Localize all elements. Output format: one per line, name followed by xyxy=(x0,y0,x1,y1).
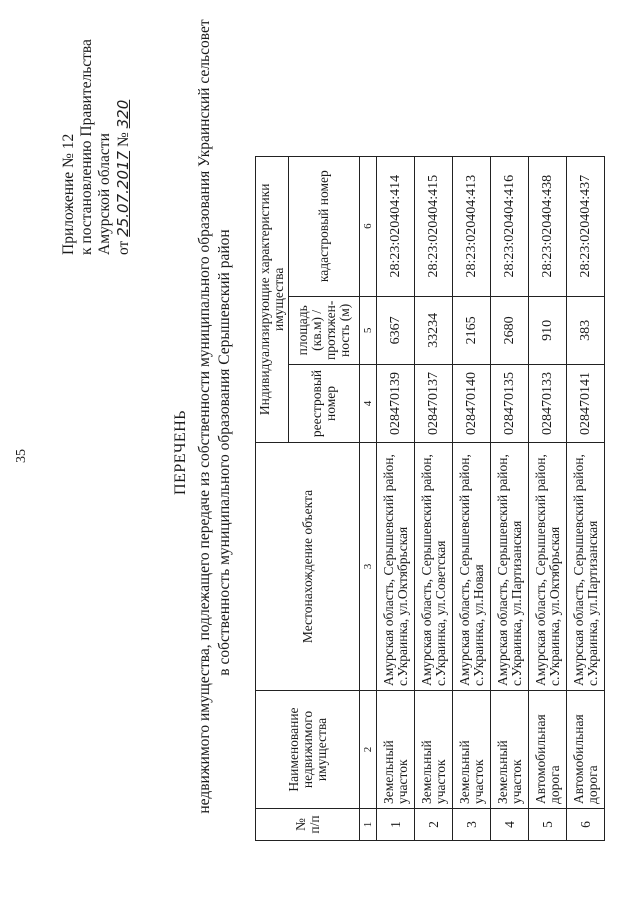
header-reg-number: реестровый номер xyxy=(289,365,360,443)
appendix-block xyxy=(60,15,133,255)
cadastral-number: 28:23:020404:437 xyxy=(567,156,605,296)
document-subtitle-line-1: недвижимого имущества, подлежащего передаче из собственности муниципального образования Украинский сельсовет xyxy=(196,19,213,814)
number-prefix: № xyxy=(115,132,132,148)
column-number: 2 xyxy=(360,691,377,809)
handwritten-date: 25.07.2017 xyxy=(114,150,132,237)
cadastral-number: 28:23:020404:414 xyxy=(377,156,415,296)
header-characteristics: Индивидуализирующие характеристики имущества xyxy=(256,156,289,442)
property-name: Земельный участок xyxy=(491,691,529,809)
property-name: Земельный участок xyxy=(453,691,491,809)
property-name: Автомобильная дорога xyxy=(529,691,567,809)
registry-number: 028470139 xyxy=(377,365,415,443)
column-number: 6 xyxy=(360,156,377,296)
header-location: Местонахождение объекта xyxy=(256,443,360,691)
row-number: 4 xyxy=(491,809,529,841)
property-location: Амурская область, Серышевский район, с.Украинка, ул.Новая xyxy=(453,443,491,691)
table-row xyxy=(415,156,453,840)
table-row xyxy=(453,156,491,840)
row-number: 1 xyxy=(377,809,415,841)
property-location: Амурская область, Серышевский район, с.Украинка, ул.Партизанская xyxy=(491,443,529,691)
header-num: № п/п xyxy=(256,809,360,841)
registry-number: 028470141 xyxy=(567,365,605,443)
property-name: Земельный участок xyxy=(415,691,453,809)
row-number: 6 xyxy=(567,809,605,841)
property-location: Амурская область, Серышевский район, с.Украинка, ул.Октябрьская xyxy=(377,443,415,691)
date-prefix: от xyxy=(115,240,132,255)
row-number: 3 xyxy=(453,809,491,841)
appendix-date-line xyxy=(114,15,133,255)
registry-number: 028470137 xyxy=(415,365,453,443)
property-area: 2680 xyxy=(491,296,529,364)
table-row xyxy=(491,156,529,840)
row-number: 2 xyxy=(415,809,453,841)
property-name: Автомобильная дорога xyxy=(567,691,605,809)
registry-number: 028470133 xyxy=(529,365,567,443)
page-number: 35 xyxy=(14,449,29,463)
table-row xyxy=(529,156,567,840)
table-row xyxy=(377,156,415,840)
cadastral-number: 28:23:020404:438 xyxy=(529,156,567,296)
appendix-line-3: Амурской области xyxy=(96,133,113,255)
header-name: Наименование недвижимого имущества xyxy=(256,691,360,809)
column-number: 3 xyxy=(360,443,377,691)
property-area: 910 xyxy=(529,296,567,364)
column-number: 4 xyxy=(360,365,377,443)
cadastral-number: 28:23:020404:415 xyxy=(415,156,453,296)
registry-number: 028470135 xyxy=(491,365,529,443)
property-table xyxy=(255,156,605,841)
table-row xyxy=(567,156,605,840)
row-number: 5 xyxy=(529,809,567,841)
cadastral-number: 28:23:020404:416 xyxy=(491,156,529,296)
document-subtitle-line-2: в собственность муниципального образования Серышевский район xyxy=(216,229,233,676)
column-number: 1 xyxy=(360,809,377,841)
property-area: 2165 xyxy=(453,296,491,364)
property-area: 383 xyxy=(567,296,605,364)
property-area: 6367 xyxy=(377,296,415,364)
column-number: 5 xyxy=(360,296,377,364)
header-area: площадь (кв.м) / протяжен-ность (м) xyxy=(289,296,360,364)
property-area: 33234 xyxy=(415,296,453,364)
property-name: Земельный участок xyxy=(377,691,415,809)
property-location: Амурская область, Серышевский район, с.Украинка, ул.Октябрьская xyxy=(529,443,567,691)
document-heading: ПЕРЕЧЕНЬ xyxy=(172,410,189,495)
appendix-line-1: Приложение № 12 xyxy=(60,133,77,255)
header-cadastral: кадастровый номер xyxy=(289,156,360,296)
handwritten-number: 320 xyxy=(114,99,132,129)
cadastral-number: 28:23:020404:413 xyxy=(453,156,491,296)
property-location: Амурская область, Серышевский район, с.Украинка, ул.Партизанская xyxy=(567,443,605,691)
registry-number: 028470140 xyxy=(453,365,491,443)
property-location: Амурская область, Серышевский район, с.Украинка, ул.Советская xyxy=(415,443,453,691)
appendix-line-2: к постановлению Правительства xyxy=(78,39,95,255)
